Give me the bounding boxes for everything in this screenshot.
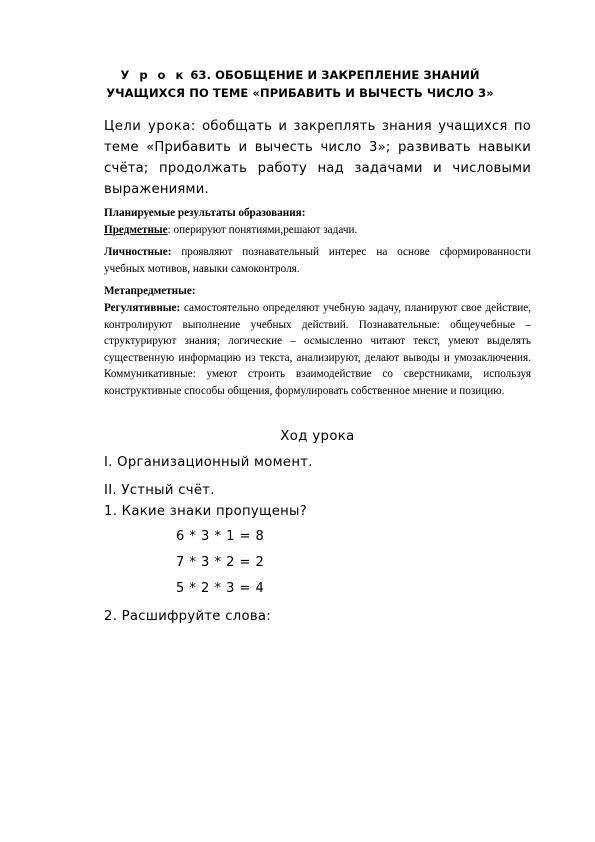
- goals-label: Цели урока:: [104, 119, 196, 134]
- regulatory-results-text: самостоятельно определяют учебную задачу, планируют свое действие, контролируют выполнение учебных действий. Познавательные: общеучебные – структурируют знания; логические – осмысленно читают текст, умеют выделять существенную информацию из текста, анализируют, делают выводы и умозаключения. Коммуникативные: умеют строить взаимодействие со сверстниками, используя конструктивные способы общения, формулировать собственное мнение и позицию.: [104, 302, 531, 397]
- subject-results-text: : оперируют понятиями,решают задачи.: [167, 224, 358, 236]
- personal-results-text: проявляют познавательный интерес на основе сформированности учебных мотивов, навыки самоконтроля.: [104, 246, 531, 275]
- lesson-progress-heading: Ход урока: [280, 429, 355, 444]
- lesson-title-line-1: [80, 66, 520, 84]
- subject-results-label: Предметные: [104, 224, 168, 236]
- meta-heading: Метапредметные:: [104, 285, 196, 297]
- lesson-title-line-2: УЧАЩИХСЯ ПО ТЕМЕ «ПРИБАВИТЬ И ВЫЧЕСТЬ ЧИСЛО 3»: [106, 86, 494, 100]
- subject-results: [104, 222, 531, 239]
- expression-1: 6 * 3 * 1 = 8: [176, 529, 265, 544]
- lesson-title-lead: У р о к: [120, 68, 187, 82]
- personal-results-label: Личностные:: [104, 246, 172, 258]
- results-heading: Планируемые результаты образования:: [104, 207, 306, 219]
- regulatory-results-label: Регулятивные:: [104, 302, 181, 314]
- goals-text: обобщать и закреплять знания учащихся по теме «Прибавить и вычесть число 3»; развивать навыки счёта; продолжать работу над задачами и числовыми выражениями.: [104, 119, 531, 197]
- lesson-goals: [104, 116, 531, 200]
- task-decode-words: 2. Расшифруйте слова:: [104, 609, 272, 624]
- stage-organizational: I. Организационный момент.: [104, 455, 313, 470]
- expression-2: 7 * 3 * 2 = 2: [176, 555, 265, 570]
- lesson-title-line-1-rest: 63. ОБОБЩЕНИЕ И ЗАКРЕПЛЕНИЕ ЗНАНИЙ: [186, 68, 480, 82]
- regulatory-results: [104, 300, 531, 399]
- lesson-title: [80, 66, 520, 102]
- stage-oral-count: II. Устный счёт.: [104, 483, 215, 498]
- expression-3: 5 * 2 * 3 = 4: [176, 581, 265, 596]
- personal-results: [104, 244, 531, 277]
- task-missing-signs: 1. Какие знаки пропущены?: [104, 504, 308, 519]
